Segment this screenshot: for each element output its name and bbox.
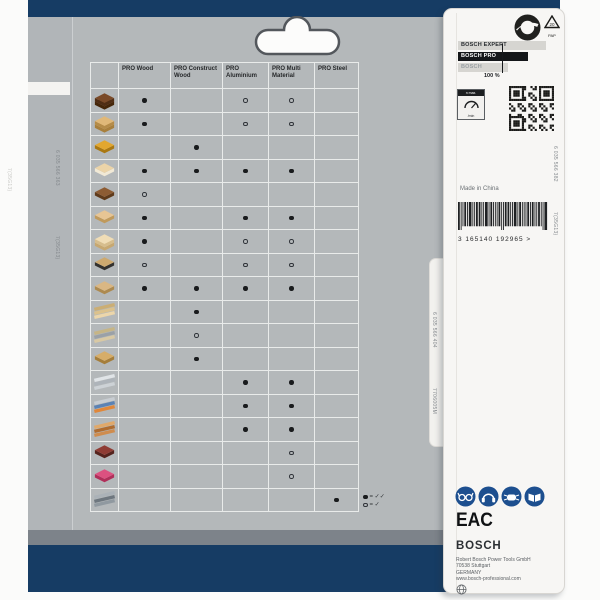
mark-cell bbox=[222, 347, 268, 371]
laminate-dark-core-icon bbox=[90, 253, 118, 277]
part-number-fold: 6 035 566 404 bbox=[431, 312, 437, 348]
made-in-label: Made in China bbox=[460, 186, 499, 192]
open-dot-icon bbox=[289, 451, 294, 456]
mark-cell bbox=[222, 135, 268, 159]
coated-board-icon bbox=[90, 135, 118, 159]
mark-cell bbox=[170, 370, 222, 394]
mark-cell bbox=[222, 276, 268, 300]
mark-cell bbox=[170, 441, 222, 465]
filled-dot-icon bbox=[243, 286, 248, 291]
filled-dot-icon bbox=[194, 310, 199, 315]
mark-cell bbox=[170, 323, 222, 347]
print-code-far-left: 7(35G13) bbox=[6, 168, 12, 192]
bosch-logo: BOSCH bbox=[456, 540, 502, 552]
mark-cell bbox=[118, 323, 170, 347]
table-row-timber-beams bbox=[90, 300, 358, 324]
eye-protection-icon bbox=[455, 486, 476, 507]
mark-cell bbox=[222, 488, 268, 512]
open-dot-icon bbox=[363, 503, 368, 508]
filled-dot-icon bbox=[194, 169, 199, 174]
mark-cell bbox=[170, 300, 222, 324]
timber-beams-icon bbox=[90, 300, 118, 324]
mark-cell bbox=[268, 229, 314, 253]
open-dot-icon bbox=[243, 263, 248, 268]
address-line: 70538 Stuttgart bbox=[456, 563, 491, 570]
ear-protection-icon bbox=[478, 486, 499, 507]
mark-cell bbox=[170, 88, 222, 112]
mark-cell bbox=[314, 441, 358, 465]
mark-cell bbox=[170, 159, 222, 183]
mark-cell bbox=[268, 417, 314, 441]
mark-cell bbox=[268, 182, 314, 206]
read-manual-icon bbox=[524, 486, 545, 507]
mark-cell bbox=[268, 88, 314, 112]
mark-cell bbox=[222, 394, 268, 418]
mark-cell bbox=[222, 88, 268, 112]
mark-cell bbox=[314, 488, 358, 512]
filled-dot-icon bbox=[243, 216, 248, 221]
part-number-left: 6 035 566 363 bbox=[54, 150, 60, 186]
barcode-digits: 3 165140 192965 > bbox=[458, 236, 532, 243]
table-row-chipboard bbox=[90, 276, 358, 300]
filled-dot-icon bbox=[289, 380, 294, 385]
column-header-pro-wood: PRO Wood bbox=[118, 62, 170, 88]
filled-dot-icon bbox=[289, 216, 294, 221]
aluminium-profiles-icon bbox=[90, 370, 118, 394]
mark-cell bbox=[118, 112, 170, 136]
table-row-coated-profiles bbox=[90, 394, 358, 418]
table-row-copper-profiles bbox=[90, 417, 358, 441]
card-bottom-shadow-band bbox=[28, 530, 443, 545]
filled-dot-icon bbox=[289, 286, 294, 291]
brand-bar-expert: BOSCH EXPERT bbox=[458, 41, 546, 50]
table-row-fibre-board bbox=[90, 441, 358, 465]
filled-dot-icon bbox=[142, 98, 147, 103]
mark-cell bbox=[118, 276, 170, 300]
filled-dot-icon bbox=[142, 216, 147, 221]
filled-dot-icon bbox=[243, 427, 248, 432]
open-dot-icon bbox=[289, 474, 294, 479]
mark-cell bbox=[170, 488, 222, 512]
filled-dot-icon bbox=[289, 404, 294, 409]
open-dot-icon bbox=[289, 239, 294, 244]
copper-profiles-icon bbox=[90, 417, 118, 441]
table-row-steel-profiles bbox=[90, 488, 358, 512]
mark-cell bbox=[268, 441, 314, 465]
mark-cell bbox=[222, 441, 268, 465]
mark-cell bbox=[170, 464, 222, 488]
pap-label: PAP bbox=[548, 33, 556, 38]
green-dot-icon bbox=[514, 14, 541, 41]
mark-cell bbox=[268, 276, 314, 300]
mark-cell bbox=[314, 229, 358, 253]
filled-dot-icon bbox=[334, 498, 339, 503]
mark-cell bbox=[268, 135, 314, 159]
legend-text: = ✓✓ bbox=[369, 494, 385, 500]
filled-dot-icon bbox=[142, 286, 147, 291]
mark-cell bbox=[222, 300, 268, 324]
mark-cell bbox=[268, 464, 314, 488]
stacked-panels-icon bbox=[90, 229, 118, 253]
softwood-planks-icon bbox=[90, 112, 118, 136]
filled-dot-icon bbox=[142, 122, 147, 127]
open-dot-icon bbox=[243, 122, 248, 127]
mark-cell bbox=[118, 88, 170, 112]
table-header-row bbox=[90, 62, 358, 88]
mark-cell bbox=[118, 135, 170, 159]
table-row-wood-with-metal bbox=[90, 323, 358, 347]
mark-cell bbox=[170, 253, 222, 277]
table-row-plywood bbox=[90, 159, 358, 183]
material-column-header bbox=[90, 62, 118, 88]
open-dot-icon bbox=[289, 98, 294, 103]
wood-with-metal-icon bbox=[90, 323, 118, 347]
mark-cell bbox=[170, 394, 222, 418]
mark-cell bbox=[222, 417, 268, 441]
mark-cell bbox=[170, 229, 222, 253]
mark-cell bbox=[268, 347, 314, 371]
mark-cell bbox=[170, 347, 222, 371]
table-row-aluminium-profiles bbox=[90, 370, 358, 394]
mark-cell bbox=[118, 441, 170, 465]
gauge-top-label: n max. bbox=[458, 90, 484, 96]
mark-cell bbox=[268, 370, 314, 394]
steel-profiles-icon bbox=[90, 488, 118, 512]
ean-barcode bbox=[458, 202, 548, 243]
mark-cell bbox=[268, 206, 314, 230]
mark-cell bbox=[314, 88, 358, 112]
filled-dot-icon bbox=[363, 495, 368, 500]
mark-cell bbox=[314, 276, 358, 300]
filled-dot-icon bbox=[289, 427, 294, 432]
open-dot-icon bbox=[243, 98, 248, 103]
print-code-right: 7(35G13) bbox=[552, 212, 558, 236]
mark-cell bbox=[170, 182, 222, 206]
mark-cell bbox=[314, 370, 358, 394]
globe-icon bbox=[456, 584, 467, 595]
filled-dot-icon bbox=[243, 169, 248, 174]
mark-cell bbox=[222, 112, 268, 136]
brand-bar-pro: BOSCH PRO bbox=[458, 52, 528, 61]
mark-cell bbox=[118, 370, 170, 394]
mark-cell bbox=[314, 300, 358, 324]
table-row-bent-hardwood bbox=[90, 182, 358, 206]
mark-cell bbox=[314, 253, 358, 277]
mark-cell bbox=[118, 417, 170, 441]
mark-cell bbox=[314, 206, 358, 230]
table-row-stacked-panels bbox=[90, 229, 358, 253]
eac-logo: EAC bbox=[456, 510, 493, 531]
table-row-solid-hardwood bbox=[90, 88, 358, 112]
fibre-board-icon bbox=[90, 441, 118, 465]
mark-cell bbox=[222, 159, 268, 183]
chipboard-icon bbox=[90, 276, 118, 300]
osb-board-icon bbox=[90, 347, 118, 371]
barcode-bars bbox=[458, 202, 548, 235]
filled-dot-icon bbox=[289, 169, 294, 174]
plywood-icon bbox=[90, 159, 118, 183]
mark-cell bbox=[222, 229, 268, 253]
speedometer-icon bbox=[458, 97, 484, 109]
print-code-fold: 7706005M bbox=[431, 388, 437, 415]
svg-text:20: 20 bbox=[549, 22, 555, 27]
mark-cell bbox=[268, 300, 314, 324]
mark-cell bbox=[314, 182, 358, 206]
mark-cell bbox=[118, 300, 170, 324]
part-number-right: 6 035 566 382 bbox=[552, 146, 558, 182]
ladder-pointer-line bbox=[502, 44, 503, 73]
bent-hardwood-icon bbox=[90, 182, 118, 206]
mark-cell bbox=[170, 135, 222, 159]
filled-dot-icon bbox=[194, 145, 199, 150]
column-header-pro-multi-material: PRO Multi Material bbox=[268, 62, 314, 88]
mark-cell bbox=[118, 488, 170, 512]
mark-cell bbox=[314, 347, 358, 371]
mark-cell bbox=[268, 253, 314, 277]
table-legend bbox=[363, 493, 385, 509]
filled-dot-icon bbox=[243, 404, 248, 409]
gauge-bottom-label: /min bbox=[467, 114, 475, 118]
print-code-left: 7(35G13) bbox=[54, 236, 60, 260]
mark-cell bbox=[170, 112, 222, 136]
mark-cell bbox=[118, 253, 170, 277]
address-line: GERMANY bbox=[456, 569, 482, 576]
mark-cell bbox=[118, 182, 170, 206]
table-row-laminate-dark-core bbox=[90, 253, 358, 277]
mark-cell bbox=[314, 323, 358, 347]
mark-cell bbox=[268, 488, 314, 512]
mark-cell bbox=[170, 276, 222, 300]
mark-cell bbox=[222, 370, 268, 394]
open-dot-icon bbox=[289, 122, 294, 127]
mark-cell bbox=[118, 229, 170, 253]
mark-cell bbox=[222, 206, 268, 230]
column-header-pro-construct-wood: PRO Construct Wood bbox=[170, 62, 222, 88]
mark-cell bbox=[314, 112, 358, 136]
mark-cell bbox=[268, 394, 314, 418]
mark-cell bbox=[222, 323, 268, 347]
mark-cell bbox=[268, 159, 314, 183]
legend-text: = ✓ bbox=[369, 502, 380, 508]
solid-hardwood-icon bbox=[90, 88, 118, 112]
dust-mask-icon bbox=[501, 486, 522, 507]
mark-cell bbox=[268, 112, 314, 136]
max-rpm-icon bbox=[457, 89, 485, 120]
acrylic-sheet-icon bbox=[90, 464, 118, 488]
table-row-veneer-panel bbox=[90, 206, 358, 230]
coated-profiles-icon bbox=[90, 394, 118, 418]
mark-cell bbox=[314, 417, 358, 441]
mark-cell bbox=[314, 135, 358, 159]
percent-label: 100 % bbox=[484, 73, 500, 79]
open-dot-icon bbox=[142, 192, 147, 197]
mark-cell bbox=[170, 206, 222, 230]
open-dot-icon bbox=[194, 333, 199, 338]
filled-dot-icon bbox=[142, 239, 147, 244]
hang-hole bbox=[250, 16, 346, 60]
address-line: www.bosch-professional.com bbox=[456, 575, 521, 582]
column-header-pro-aluminium: PRO Aluminium bbox=[222, 62, 268, 88]
table-row-softwood-planks bbox=[90, 112, 358, 136]
table-row-coated-board bbox=[90, 135, 358, 159]
pap-recycling-icon bbox=[543, 15, 561, 37]
mark-cell bbox=[170, 417, 222, 441]
mark-cell bbox=[118, 464, 170, 488]
address-block bbox=[456, 557, 531, 582]
mark-cell bbox=[222, 182, 268, 206]
safety-pictograms bbox=[455, 486, 545, 507]
legend-row-full bbox=[363, 493, 385, 501]
mark-cell bbox=[222, 253, 268, 277]
mark-cell bbox=[268, 323, 314, 347]
mark-cell bbox=[222, 464, 268, 488]
open-dot-icon bbox=[243, 239, 248, 244]
filled-dot-icon bbox=[194, 286, 199, 291]
table-row-osb-board bbox=[90, 347, 358, 371]
compatibility-table bbox=[90, 62, 359, 512]
column-header-pro-steel: PRO Steel bbox=[314, 62, 358, 88]
mark-cell bbox=[314, 394, 358, 418]
brand-bar-bosch: BOSCH bbox=[458, 63, 508, 72]
mark-cell bbox=[118, 394, 170, 418]
left-white-notch bbox=[28, 82, 70, 95]
mark-cell bbox=[314, 159, 358, 183]
open-dot-icon bbox=[142, 263, 147, 268]
filled-dot-icon bbox=[142, 169, 147, 174]
mark-cell bbox=[118, 159, 170, 183]
filled-dot-icon bbox=[243, 380, 248, 385]
filled-dot-icon bbox=[194, 357, 199, 362]
veneer-panel-icon bbox=[90, 206, 118, 230]
qr-code bbox=[509, 86, 554, 136]
table-row-acrylic-sheet bbox=[90, 464, 358, 488]
mark-cell bbox=[118, 347, 170, 371]
address-line: Robert Bosch Power Tools GmbH bbox=[456, 557, 531, 563]
mark-cell bbox=[314, 464, 358, 488]
legend-row-open bbox=[363, 501, 385, 509]
mark-cell bbox=[118, 206, 170, 230]
open-dot-icon bbox=[289, 263, 294, 268]
